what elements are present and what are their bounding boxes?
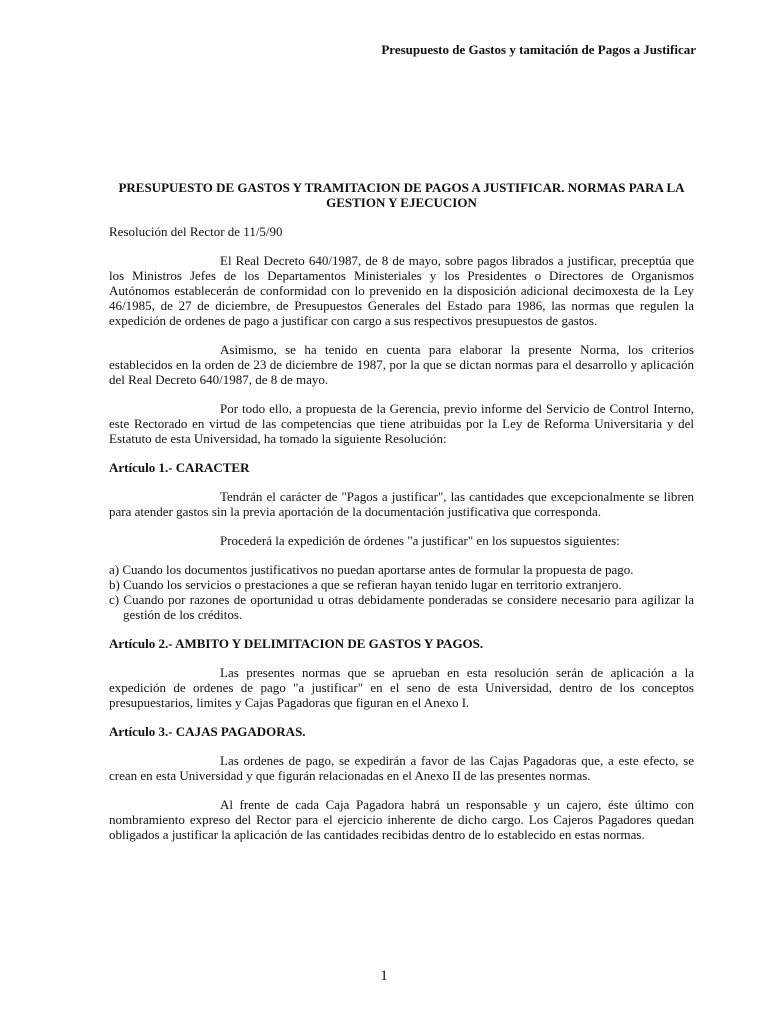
document-body bbox=[109, 180, 694, 856]
list-item: b) Cuando los servicios o prestaciones a que se refieran hayan tenido lugar en territorio extranjero. bbox=[109, 577, 622, 592]
article-3-paragraph-2: Al frente de cada Caja Pagadora habrá un responsable y un cajero, éste último con nombramiento expreso del Rector para el ejercicio inherente de dicho cargo. Los Cajeros Pagadores quedan obligados a justificar la aplicación de las cantidades recibidas dentro de lo establecido en estas normas. bbox=[109, 797, 694, 842]
intro-paragraph-3: Por todo ello, a propuesta de la Gerencia, previo informe del Servicio de Control Interno, este Rectorado en virtud de las competencias que tiene atribuidas por la Ley de Reforma Universitaria y del Estatuto de esta Universidad, ha tomado la siguiente Resolución: bbox=[109, 401, 694, 446]
article-3-heading: Artículo 3.- CAJAS PAGADORAS. bbox=[109, 724, 306, 739]
article-3-paragraph-1: Las ordenes de pago, se expedirán a favor de las Cajas Pagadoras que, a este efecto, se crean en esta Universidad y que figurán relacionadas en el Anexo II de las presentes normas. bbox=[109, 753, 694, 783]
intro-paragraph-1: El Real Decreto 640/1987, de 8 de mayo, sobre pagos librados a justificar, preceptúa que los Ministros Jefes de los Departamentos Ministeriales y los Presidentes o Directores de Organismos Autónomos establecerán de conformidad con lo prevenido en la disposición adicional decimoxesta de la Ley 46/1985, de 27 de diciembre, de Presupuestos Generales del Estado para 1986, las normas que regulen la expedición de ordenes de pago a justificar con cargo a sus respectivos presupuestos de gastos. bbox=[109, 253, 694, 328]
article-1-list bbox=[109, 562, 694, 622]
list-item: c) Cuando por razones de oportunidad u otras debidamente ponderadas se considere necesario para agilizar la gestión de los créditos. bbox=[109, 592, 694, 622]
article-1-heading: Artículo 1.- CARACTER bbox=[109, 460, 250, 475]
running-header: Presupuesto de Gastos y tamitación de Pagos a Justificar bbox=[381, 42, 696, 57]
article-1-paragraph-1: Tendrán el carácter de "Pagos a justificar", las cantidades que excepcionalmente se libren para atender gastos sin la previa aportación de la documentación justificativa que corresponda. bbox=[109, 489, 694, 519]
article-2-heading: Artículo 2.- AMBITO Y DELIMITACION DE GASTOS Y PAGOS. bbox=[109, 636, 484, 651]
article-1-paragraph-2: Procederá la expedición de órdenes "a justificar" en los supuestos siguientes: bbox=[220, 533, 620, 548]
article-2-paragraph-1: Las presentes normas que se aprueban en esta resolución serán de aplicación a la expedición de ordenes de pago "a justificar" en el seno de esta Universidad, dentro de los conceptos presupuestarios, limites y Cajas Pagadoras que figuran en el Anexo I. bbox=[109, 665, 694, 710]
intro-paragraph-2: Asimismo, se ha tenido en cuenta para elaborar la presente Norma, los criterios establecidos en la orden de 23 de diciembre de 1987, por la que se dictan normas para el desarrollo y aplicación del Real Decreto 640/1987, de 8 de mayo. bbox=[109, 342, 694, 387]
page-number: 1 bbox=[380, 968, 388, 984]
document-title: PRESUPUESTO DE GASTOS Y TRAMITACION DE PAGOS A JUSTIFICAR. NORMAS PARA LA GESTION Y EJECUCION bbox=[118, 180, 685, 210]
list-item: a) Cuando los documentos justificativos no puedan aportarse antes de formular la propuesta de pago. bbox=[109, 562, 634, 577]
resolution-line: Resolución del Rector de 11/5/90 bbox=[109, 224, 283, 239]
